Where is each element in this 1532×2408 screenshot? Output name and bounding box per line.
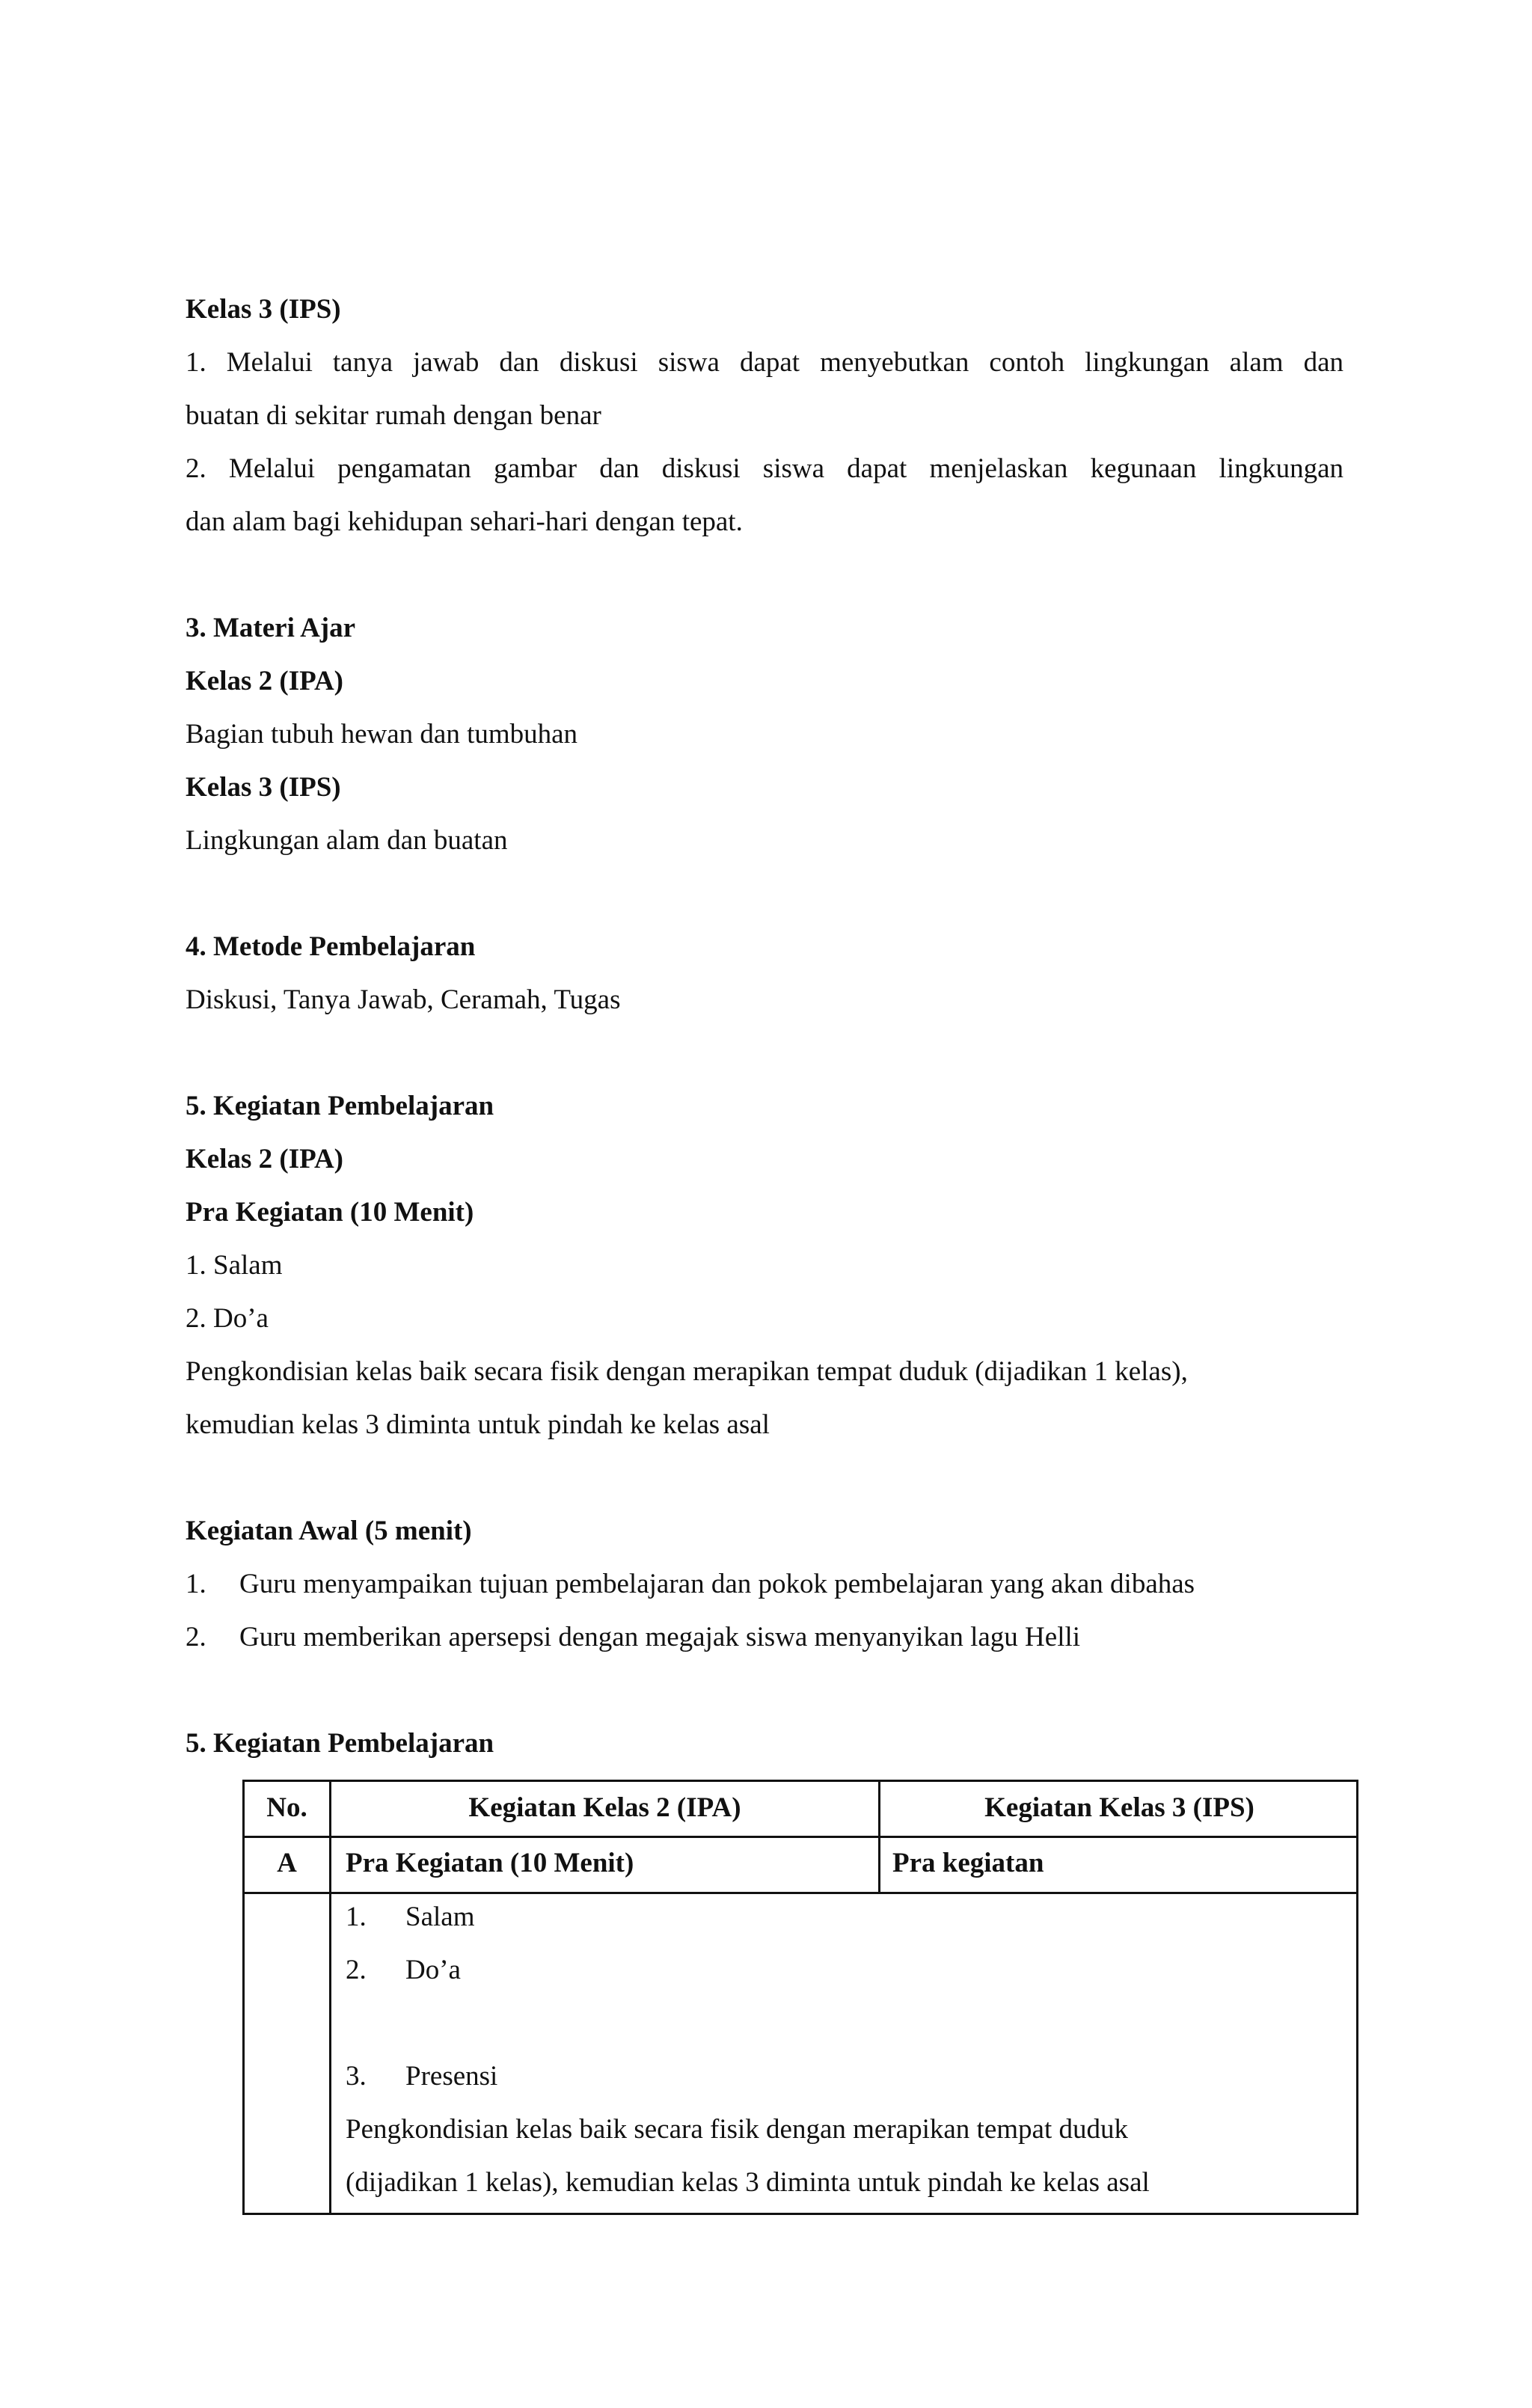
table-item-doa-text: Do’a	[405, 1955, 461, 1985]
table-text-line1: Pengkondisian kelas baik secara fisik dengan merapikan tempat duduk	[346, 2114, 1128, 2145]
table-item-salam-number: 1.	[346, 1902, 367, 1932]
table-item-doa-number: 2.	[346, 1955, 367, 1985]
table-item-presensi	[346, 2060, 497, 2093]
materi-heading: 3. Materi Ajar	[186, 613, 356, 643]
materi-kelas2-heading: Kelas 2 (IPA)	[186, 666, 343, 696]
table-header-kelas2: Kegiatan Kelas 2 (IPA)	[468, 1792, 741, 1823]
table-row-a-no: A	[277, 1848, 297, 1878]
pra-kegiatan-heading: Pra Kegiatan (10 Menit)	[186, 1197, 474, 1228]
table-item-presensi-number: 3.	[346, 2061, 367, 2092]
metode-heading: 4. Metode Pembelajaran	[186, 931, 476, 962]
awal-item-1-text: Guru menyampaikan tujuan pembelajaran dan pokok pembelajaran yang akan dibahas	[239, 1569, 1195, 1599]
materi-kelas2-text: Bagian tubuh hewan dan tumbuhan	[186, 719, 578, 750]
objective-2-line2: dan alam bagi kehidupan sehari-hari dengan tepat.	[186, 506, 743, 537]
table-row-a-kelas3: Pra kegiatan	[892, 1848, 1044, 1878]
table-rule-1	[245, 1836, 1356, 1838]
awal-heading: Kegiatan Awal (5 menit)	[186, 1516, 472, 1546]
pra-item-doa: 2. Do’a	[186, 1303, 269, 1334]
awal-item-1	[186, 1568, 1195, 1601]
pra-text-line1: Pengkondisian kelas baik secara fisik dengan merapikan tempat duduk (dijadikan 1 kelas),	[186, 1356, 1188, 1387]
table-header-no: No.	[266, 1792, 307, 1823]
table-rule-2	[245, 1892, 1356, 1894]
pra-item-salam: 1. Salam	[186, 1250, 283, 1281]
objective-2-line1: 2. Melalui pengamatan gambar dan diskusi siswa dapat menjelaskan kegunaan lingkungan	[186, 453, 1343, 484]
awal-item-2-number: 2.	[186, 1622, 206, 1652]
table-header-kelas3: Kegiatan Kelas 3 (IPS)	[984, 1792, 1254, 1823]
kelas3-heading-top: Kelas 3 (IPS)	[186, 294, 341, 325]
kegiatan-table	[242, 1780, 1358, 2215]
awal-item-2	[186, 1621, 1080, 1654]
table-text-line2: (dijadikan 1 kelas), kemudian kelas 3 diminta untuk pindah ke kelas asal	[346, 2167, 1150, 2198]
table-row-a-kelas2: Pra Kegiatan (10 Menit)	[346, 1848, 634, 1878]
kegiatan-heading-2: 5. Kegiatan Pembelajaran	[186, 1728, 494, 1759]
awal-item-1-number: 1.	[186, 1569, 206, 1599]
table-item-salam-text: Salam	[405, 1902, 475, 1932]
pra-text-line2: kemudian kelas 3 diminta untuk pindah ke kelas asal	[186, 1409, 770, 1440]
objective-1-line1: 1. Melalui tanya jawab dan diskusi siswa dapat menyebutkan contoh lingkungan alam dan	[186, 347, 1343, 378]
materi-kelas3-heading: Kelas 3 (IPS)	[186, 772, 341, 803]
table-col-divider-1	[329, 1782, 331, 2213]
kegiatan-heading: 5. Kegiatan Pembelajaran	[186, 1091, 494, 1121]
objective-1-line2: buatan di sekitar rumah dengan benar	[186, 400, 601, 431]
metode-text: Diskusi, Tanya Jawab, Ceramah, Tugas	[186, 984, 621, 1015]
kegiatan-kelas2-heading: Kelas 2 (IPA)	[186, 1144, 343, 1174]
materi-kelas3-text: Lingkungan alam dan buatan	[186, 825, 508, 856]
table-item-salam	[346, 1901, 474, 1934]
awal-item-2-text: Guru memberikan apersepsi dengan megajak siswa menyanyikan lagu Helli	[239, 1622, 1081, 1652]
table-item-presensi-text: Presensi	[405, 2061, 498, 2092]
table-item-doa	[346, 1954, 461, 1987]
